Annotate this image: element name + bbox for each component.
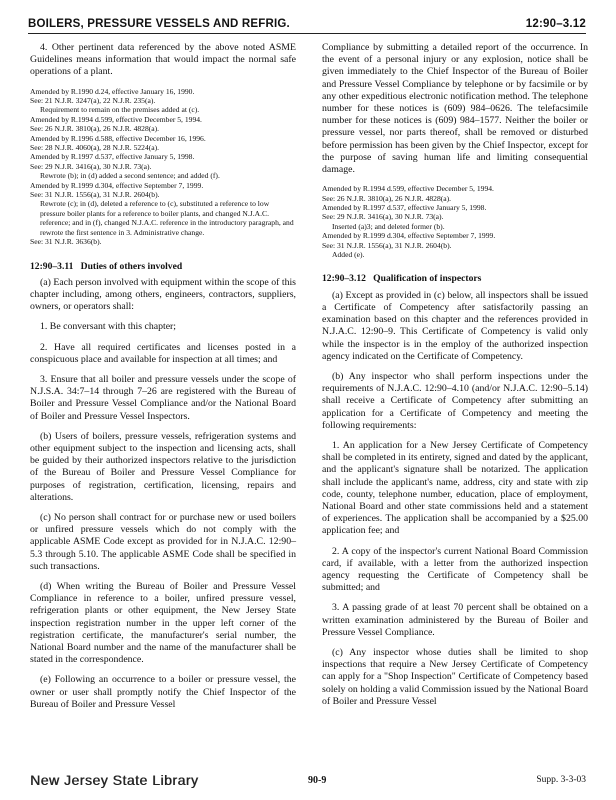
- note-line: See: 29 N.J.R. 3416(a), 30 N.J.R. 73(a).: [30, 161, 152, 171]
- section-number: 12:90–3.11: [30, 260, 74, 272]
- paragraph-a1: 1. Be conversant with this chapter;: [40, 321, 177, 333]
- header-section-number: 12:90–3.12: [525, 18, 586, 30]
- supplement-date: Supp. 3-3-03: [536, 775, 586, 785]
- right-column: [322, 42, 588, 716]
- page-footer: [30, 770, 586, 790]
- paragraph-c: (c) No person shall contract for or purchase new or used boilers or unfired pressure vessels which do not comply with the applicable ASME Code except as provided for in N.J.A.C. 12:90–5.3 through 5.10. The applicable ASME Code shall be specified in such transactions.: [30, 511, 296, 572]
- note-line: See: 29 N.J.R. 3416(a), 30 N.J.R. 73(a).: [322, 212, 444, 222]
- paragraph-a: (a) Each person involved with equipment within the scope of this chapter including, among others, engineers, contractors, suppliers, owners, or operators shall:: [30, 276, 296, 313]
- note-line: Amended by R.1996 d.588, effective December 16, 1996.: [30, 133, 206, 143]
- library-watermark: New Jersey State Library: [30, 772, 199, 788]
- note-line: See: 21 N.J.R. 3247(a), 22 N.J.R. 235(a).: [30, 96, 156, 106]
- paragraph-b1: 1. An application for a New Jersey Certificate of Competency shall be completed in its entirety, signed and dated by the applicant, and the applicant's signature shall be notarized. The application shall include the applicant's name, address, city and state with zip code, county, telephone number, education, place of employment, National Board and other state commissions held and a statement of experiences. The application shall be accompanied by a $25.00 application fee; and: [322, 439, 588, 537]
- note-line: See: 31 N.J.R. 1556(a), 31 N.J.R. 2604(b).: [30, 190, 160, 200]
- note-line: See: 26 N.J.R. 3810(a), 26 N.J.R. 4828(a).: [322, 193, 452, 203]
- running-header: [28, 12, 586, 34]
- paragraph-e-continued: Compliance by submitting a detailed report of the occurrence. In the event of a personal injury or any explosion, notice shall be given immediately to the Chief Inspector of the Bureau of Boiler and Pressure Vessel Compliance by telephone or by facsimile or by any other expeditious electronic notification method. The telephone number for these notices is (609) 984–0626. The telefacsimile number for these notices is (609) 984–1577. Neither the boiler or pressure vessel, nor parts thereof, shall be removed or disturbed before permission has been given by the Chief Inspector, except for the purpose of saving human life and limiting consequential damage.: [322, 42, 588, 176]
- note-line: Amended by R.1994 d.599, effective December 5, 1994.: [322, 184, 494, 194]
- paragraph-b3: 3. A passing grade of at least 70 percent shall be obtained on a written examination administered by the Bureau of Boiler and Pressure Vessel Compliance.: [322, 602, 588, 638]
- header-chapter-title: BOILERS, PRESSURE VESSELS AND REFRIG.: [28, 18, 290, 30]
- paragraph-c: (c) Any inspector whose duties shall be limited to shop inspections that require a New Jersey Certificate of Competency can apply for a "Shop Inspection" Certificate of Competency based solely on holding a valid Commission issued by the National Board of Boiler and Pressure Vessel: [322, 646, 588, 707]
- item-4: 4. Other pertinent data referenced by the above noted ASME Guidelines means information that would impact the normal safe operations of a plant.: [30, 42, 296, 78]
- paragraph-a: (a) Except as provided in (c) below, all inspectors shall be issued a Certificate of Competency after satisfactorily passing an examination based on this chapter and the references provided in N.J.A.C. 12:90–9. This Certificate of Competency is valid only while the inspector is in the employ of the authorized inspection agency indicated on the Certificate of Competency.: [322, 289, 588, 362]
- note-line: Amended by R.1999 d.304, effective September 7, 1999.: [322, 231, 496, 241]
- note-line: See: 26 N.J.R. 3810(a), 26 N.J.R. 4828(a).: [30, 124, 160, 134]
- page-number: 90-9: [308, 774, 327, 786]
- left-column: [30, 42, 296, 719]
- paragraph-d: (d) When writing the Bureau of Boiler and Pressure Vessel Compliance in reference to a boiler, unfired pressure vessel, refrigeration plants or other equipment, the New Jersey State inspection registration number in the upper left corner of the registration certificate, the manufacturer's serial number, the National Board number and the name of the manufacturer shall be stated in the correspondence.: [30, 580, 296, 666]
- note-line: Amended by R.1997 d.537, effective January 5, 1998.: [30, 152, 195, 162]
- note-line: See: 31 N.J.R. 1556(a), 31 N.J.R. 2604(b).: [322, 240, 452, 250]
- note-line: Amended by R.1994 d.599, effective December 5, 1994.: [30, 114, 202, 124]
- section-heading-3-11: [30, 261, 296, 273]
- note-line: Amended by R.1999 d.304, effective September 7, 1999.: [30, 180, 204, 190]
- paragraph-b: (b) Users of boilers, pressure vessels, refrigeration systems and other equipment subject to the inspection and licensing acts, shall be guided by their authorized inspectors relative to the jurisdiction of the Bureau of Boiler and Pressure Vessel Compliance for purposes of registration, certification, licensing, repairs and alterations.: [30, 430, 296, 503]
- section-number: 12:90–3.12: [322, 273, 366, 285]
- paragraph-b2: 2. A copy of the inspector's current National Board Commission card, if available, with a letter from the authorized inspection agency requesting the Certificate of Competency shall be submitted; and: [322, 545, 588, 594]
- section-heading-3-12: [322, 273, 588, 285]
- note-line: Added (e).: [332, 250, 365, 260]
- history-notes-b: [322, 184, 588, 259]
- paragraph-e: (e) Following an occurrence to a boiler or pressure vessel, the owner or user shall promptly notify the Chief Inspector of the Bureau of Boiler and Pressure Vessel: [30, 674, 296, 710]
- note-line: Amended by R.1990 d.24, effective January 16, 1990.: [30, 86, 195, 96]
- section-title: Duties of others involved: [80, 260, 183, 272]
- note-line: Amended by R.1997 d.537, effective January 5, 1998.: [322, 203, 487, 213]
- paragraph-a2: 2. Have all required certificates and licenses posted in a conspicuous place and available for inspection at all times; and: [30, 341, 296, 365]
- note-line: Requirement to remain on the premises added at (c).: [40, 105, 200, 115]
- note-line: Rewrote (c); in (d), deleted a reference to (c), substituted a reference to low pressure boiler plants for a reference to boiler plants, and changed N.J.A.C. reference; and in (f), changed N.J.A.C. reference in the introductory paragraph, and rewrote the first sentence in 3. Administrative change.: [40, 199, 294, 237]
- paragraph-a3: 3. Ensure that all boiler and pressure vessels under the scope of N.J.S.A. 34:7–14 through 7–26 are registered with the Bureau of Boiler and Pressure Vessel Compliance and/or the National Board of Boiler and Pressure Vessel Inspectors.: [30, 373, 296, 422]
- note-line: See: 28 N.J.R. 4060(a), 28 N.J.R. 5224(a).: [30, 143, 160, 153]
- history-notes-a: [30, 87, 296, 247]
- note-line: Rewrote (b); in (d) added a second sentence; and added (f).: [40, 171, 220, 181]
- paragraph-b: (b) Any inspector who shall perform inspections under the requirements of N.J.A.C. 12:90–4.10 (and/or N.J.A.C. 12:90–5.14) shall receive a Certificate of Competency after submitting an application for a Certificate of Competency and meeting the following requirements:: [322, 370, 588, 431]
- section-title: Qualification of inspectors: [373, 273, 482, 285]
- note-line: See: 31 N.J.R. 3636(b).: [30, 237, 102, 247]
- note-line: Inserted (a)3; and deleted former (b).: [332, 221, 445, 231]
